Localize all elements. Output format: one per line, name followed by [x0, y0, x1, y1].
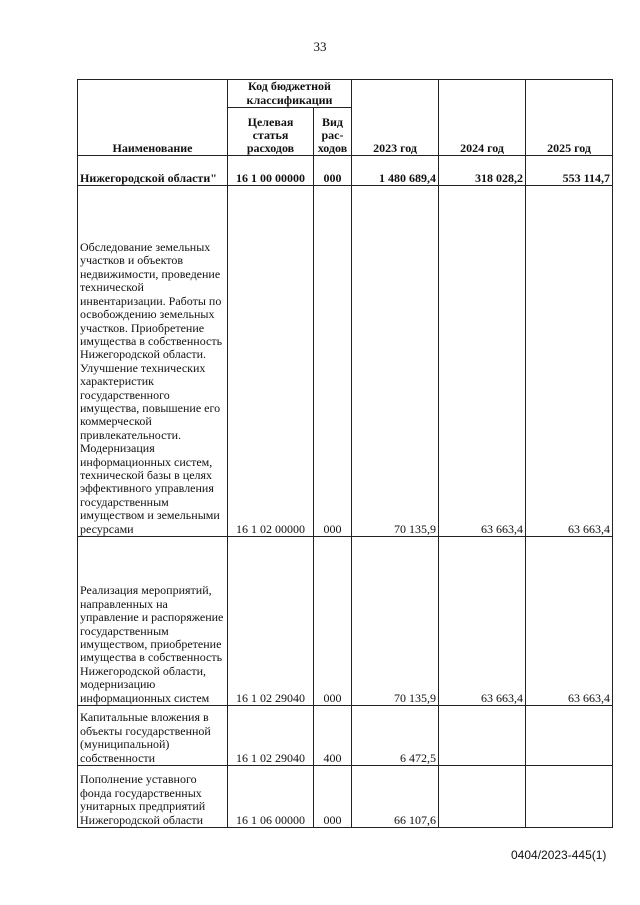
row-2023: 66 107,6 — [352, 766, 439, 828]
row-name: Обследование земельных участков и объектов недвижимости, проведение технической инвентаризации. Работы по освобождению земельных участков. Приобретение имущества в собственность Нижегородской области. Улучшение технических характеристик государственного имущества, повышение его коммерческой привлекательности. Модернизация информационных систем, технической базы в целях эффективного управления государственным имуществом и земельными ресурсами — [78, 186, 228, 537]
table-row — [78, 766, 613, 828]
header-year-2025: 2025 год — [526, 80, 613, 156]
row-2024 — [439, 706, 526, 766]
header-year-2023: 2023 год — [352, 80, 439, 156]
row-type: 000 — [314, 186, 352, 537]
row-target: 16 1 02 29040 — [228, 706, 314, 766]
header-name: Наименование — [78, 80, 228, 156]
row-2025: 63 663,4 — [526, 186, 613, 537]
row-target: 16 1 00 00000 — [228, 156, 314, 186]
table-row — [78, 537, 613, 706]
row-target: 16 1 02 00000 — [228, 186, 314, 537]
header-code-group: Код бюджетной классификации — [228, 80, 352, 108]
row-2025 — [526, 766, 613, 828]
table-row — [78, 186, 613, 537]
row-2025: 63 663,4 — [526, 537, 613, 706]
row-2024: 63 663,4 — [439, 186, 526, 537]
table-row — [78, 156, 613, 186]
row-type: 000 — [314, 156, 352, 186]
row-2024 — [439, 766, 526, 828]
header-target-article: Целевая статья расходов — [228, 108, 314, 156]
row-2023: 70 135,9 — [352, 186, 439, 537]
row-2023: 6 472,5 — [352, 706, 439, 766]
row-2025 — [526, 706, 613, 766]
row-type: 000 — [314, 766, 352, 828]
row-name: Капитальные вложения в объекты государственной (муниципальной) собственности — [78, 706, 228, 766]
header-year-2024: 2024 год — [439, 80, 526, 156]
header-expense-type: Вид рас-ходов — [314, 108, 352, 156]
row-target: 16 1 06 00000 — [228, 766, 314, 828]
row-2023: 70 135,9 — [352, 537, 439, 706]
row-2025: 553 114,7 — [526, 156, 613, 186]
row-type: 000 — [314, 537, 352, 706]
table-row — [78, 706, 613, 766]
budget-table — [77, 79, 613, 828]
document-code: 0404/2023-445(1) — [511, 848, 607, 862]
row-name: Реализация мероприятий, направленных на управление и распоряжение государственным имуществом, приобретение имущества в собственность Нижегородской области, модернизацию информационных систем — [78, 537, 228, 706]
row-type: 400 — [314, 706, 352, 766]
row-2024: 318 028,2 — [439, 156, 526, 186]
row-target: 16 1 02 29040 — [228, 537, 314, 706]
row-2023: 1 480 689,4 — [352, 156, 439, 186]
page-number: 33 — [313, 39, 327, 54]
row-name: Пополнение уставного фонда государственных унитарных предприятий Нижегородской области — [78, 766, 228, 828]
row-name: Нижегородской области" — [78, 156, 228, 186]
row-2024: 63 663,4 — [439, 537, 526, 706]
header-row — [78, 80, 613, 108]
